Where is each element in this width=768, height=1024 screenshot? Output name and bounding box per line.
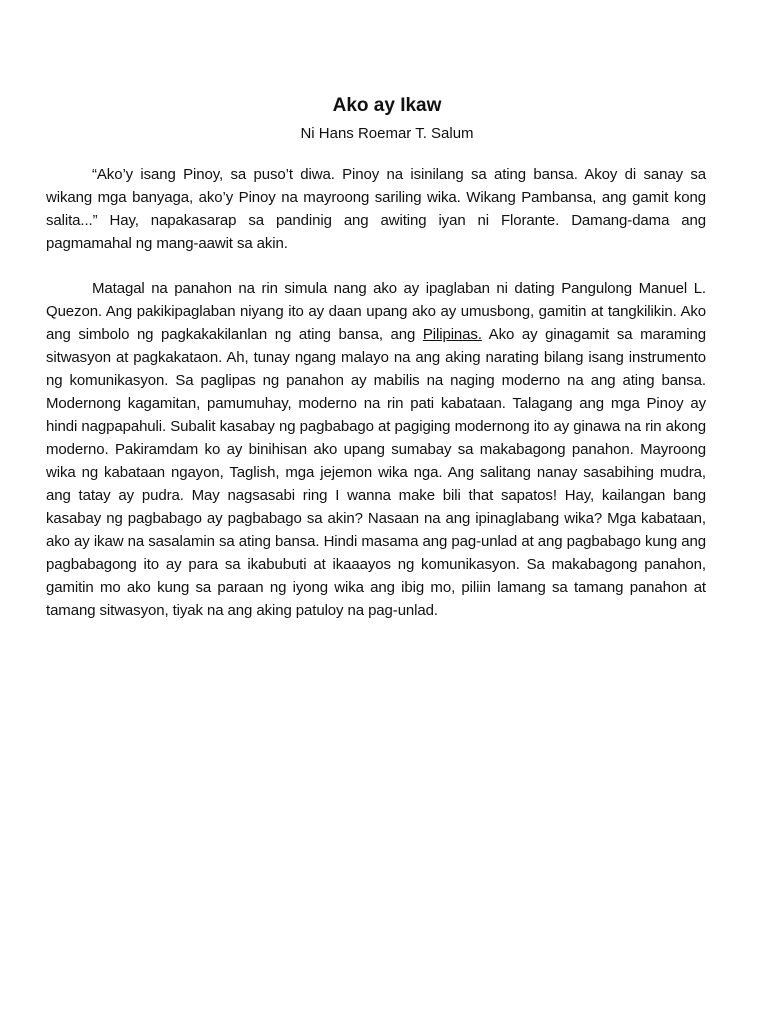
paragraph-1: “Ako’y isang Pinoy, sa puso’t diwa. Pinoy na isinilang sa ating bansa. Akoy di sanay sa wikang mga banyaga, ako’y Pinoy na mayroong sariling wika. Wikang Pambansa, ang gamit kong salita...” Hay, napakasarap sa pandinig ang awiting iyan ni Florante. Damang-dama ang pagmamahal ng mang-aawit sa akin. (46, 166, 706, 252)
paragraph-2 (46, 277, 706, 622)
document-author: Ni Hans Roemar T. Salum (300, 125, 474, 142)
paragraph-2-text-after: Ako ay ginagamit sa maraming sitwasyon at pagkakataon. Ah, tunay ngang malayo na ang aking narating bilang isang instrumento ng komunikasyon. Sa paglipas ng panahon ay mabilis na naging moderno na ang ating bansa. Modernong kagamitan, pamumuhay, moderno na rin pati kabataan. Talagang ang mga Pinoy ay hindi nagpapahuli. Subalit kasabay ng pagbabago at pagiging modernong ito ay ginawa na rin akong moderno. Pakiramdam ko ay binihisan ako upang sumabay sa makabagong panahon. Mayroong wika ng kabataan ngayon, Taglish, mga jejemon wika nga. Ang salitang nanay sasabihing mudra, ang tatay ay pudra. May nagsasabi ring I wanna make bili that sapatos! Hay, kailangan bang kasabay ng pagbabago ay pagbabago sa akin? Nasaan na ang ipinaglabang wika? Mga kabataan, ako ay ikaw na sasalamin sa ating bansa. Hindi masama ang pag-unlad at ang pagbabago kung ang pagbabagong ito ay para sa ikabubuti at ikaaayos ng komunikasyon. Sa makabagong panahon, gamitin mo ako kung sa paraan ng iyong wika ang ibig mo, piliin lamang sa tamang panahon at tamang sitwasyon, tiyak na ang aking patuloy na pag-unlad. (46, 326, 706, 619)
document-body (46, 163, 706, 622)
document-title: Ako ay Ikaw (332, 95, 442, 116)
document-page (46, 94, 706, 644)
underlined-word-pilipinas: Pilipinas. (422, 326, 482, 343)
paragraph-2-text-before: Matagal na panahon na rin simula nang ako ay ipaglaban ni dating Pangulong Manuel L. Quezon. Ang pakikipaglaban niyang ito ay daan upang ako ay umusbong, gamitin at tangkilikin. Ako ang simbolo ng pagkakakilanlan ng ating bansa, ang (46, 280, 706, 343)
